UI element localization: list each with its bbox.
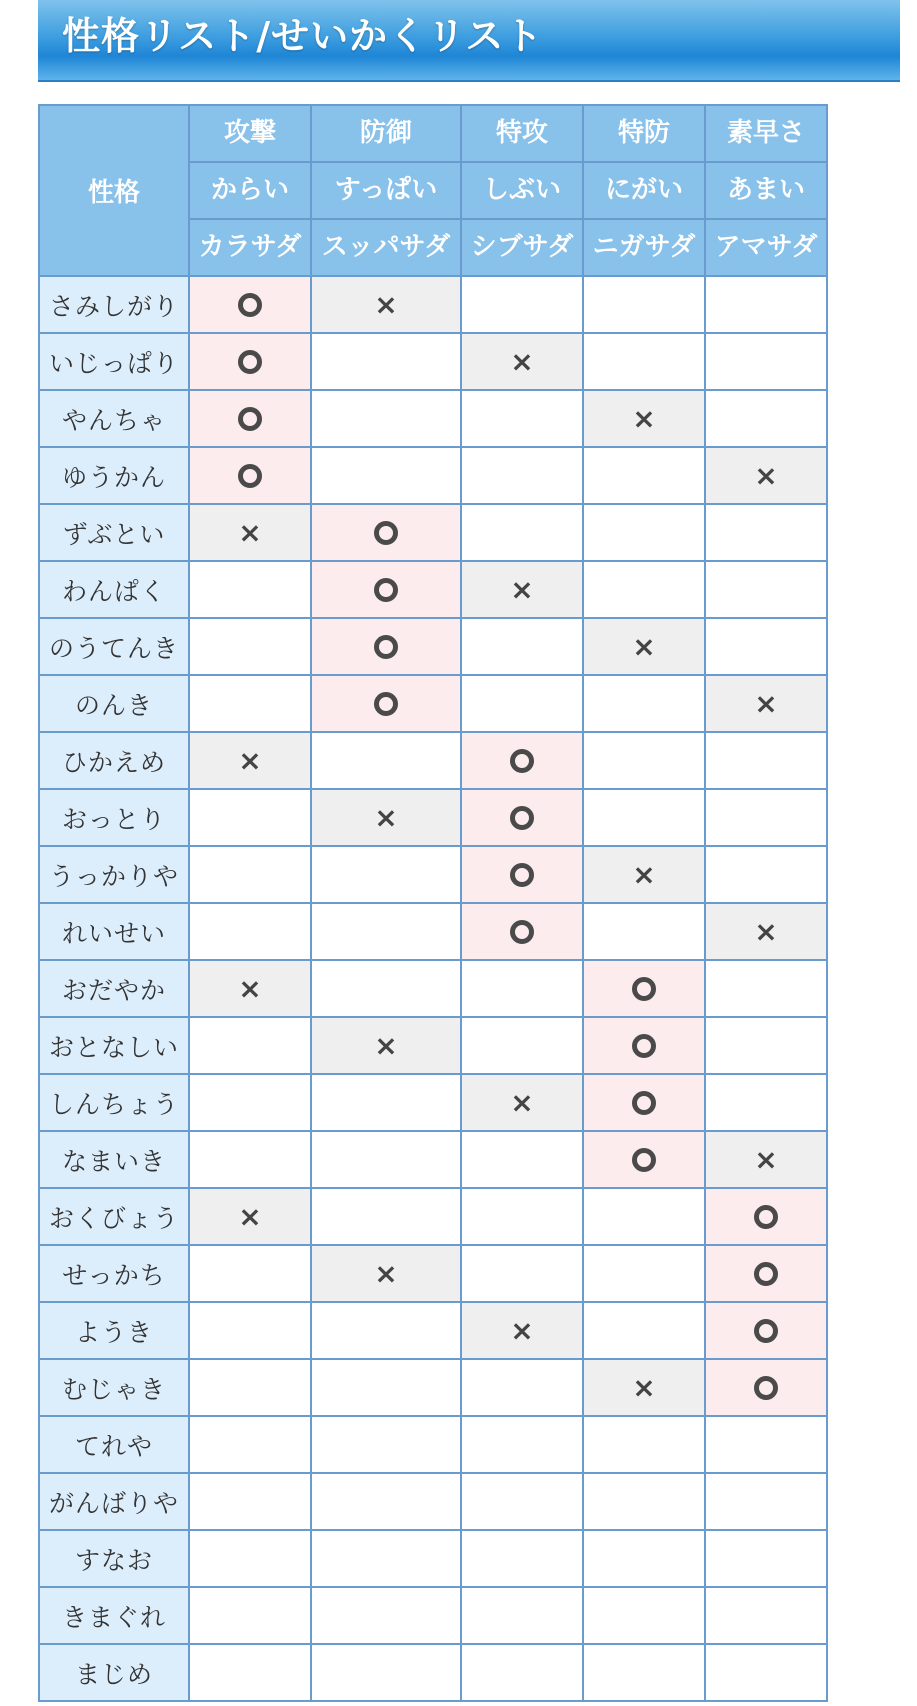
stat-cell	[461, 447, 583, 504]
stat-cell	[583, 846, 705, 903]
increase-mark	[510, 806, 534, 830]
stat-cell	[311, 1245, 461, 1302]
header-food-suppasada: スッパサダ	[311, 219, 461, 276]
decrease-mark: ×	[374, 800, 398, 834]
decrease-mark: ×	[238, 515, 262, 549]
stat-cell	[705, 1245, 827, 1302]
header-flavor-bitter: にがい	[583, 162, 705, 219]
stat-cell	[705, 903, 827, 960]
stat-cell	[461, 732, 583, 789]
stat-cell	[705, 447, 827, 504]
decrease-mark: ×	[754, 1142, 778, 1176]
decrease-mark: ×	[510, 572, 534, 606]
stat-cell	[189, 1359, 311, 1416]
increase-mark	[238, 293, 262, 317]
table-row	[39, 960, 827, 1017]
header-flavor-spicy: からい	[189, 162, 311, 219]
header-food-shibusada: シブサダ	[461, 219, 583, 276]
stat-cell	[189, 333, 311, 390]
increase-mark	[510, 749, 534, 773]
stat-cell	[189, 1644, 311, 1701]
stat-cell	[583, 1530, 705, 1587]
stat-cell	[311, 333, 461, 390]
increase-mark	[510, 863, 534, 887]
stat-cell	[583, 561, 705, 618]
nature-name: てれや	[39, 1416, 189, 1473]
stat-cell	[189, 504, 311, 561]
stat-cell	[311, 276, 461, 333]
increase-mark	[754, 1205, 778, 1229]
stat-cell	[583, 1131, 705, 1188]
stat-cell	[461, 903, 583, 960]
stat-cell	[461, 1131, 583, 1188]
stat-cell	[311, 1017, 461, 1074]
stat-cell	[705, 390, 827, 447]
header-flavor-sour: すっぱい	[311, 162, 461, 219]
stat-cell	[311, 846, 461, 903]
nature-name: がんばりや	[39, 1473, 189, 1530]
increase-mark	[754, 1262, 778, 1286]
stat-cell	[705, 789, 827, 846]
table-row	[39, 1302, 827, 1359]
header-row-stats	[39, 105, 827, 162]
increase-mark	[238, 464, 262, 488]
stat-cell	[705, 1416, 827, 1473]
decrease-mark: ×	[510, 344, 534, 378]
table-row	[39, 1644, 827, 1701]
stat-cell	[705, 618, 827, 675]
stat-cell	[583, 1644, 705, 1701]
stat-cell	[311, 732, 461, 789]
table-row	[39, 789, 827, 846]
table-row	[39, 1131, 827, 1188]
table-row	[39, 1074, 827, 1131]
table-row	[39, 561, 827, 618]
stat-cell	[189, 618, 311, 675]
nature-table	[38, 104, 828, 1702]
decrease-mark: ×	[374, 1256, 398, 1290]
stat-cell	[583, 1302, 705, 1359]
stat-cell	[189, 789, 311, 846]
table-row	[39, 1245, 827, 1302]
stat-cell	[583, 1017, 705, 1074]
increase-mark	[238, 407, 262, 431]
nature-name: おくびょう	[39, 1188, 189, 1245]
table-row	[39, 1530, 827, 1587]
table-row	[39, 732, 827, 789]
table-row	[39, 618, 827, 675]
decrease-mark: ×	[632, 1370, 656, 1404]
stat-cell	[311, 960, 461, 1017]
nature-name: せっかち	[39, 1245, 189, 1302]
stat-cell	[189, 1302, 311, 1359]
decrease-mark: ×	[632, 629, 656, 663]
table-row	[39, 390, 827, 447]
stat-cell	[311, 675, 461, 732]
stat-cell	[583, 1359, 705, 1416]
increase-mark	[374, 635, 398, 659]
stat-cell	[189, 1530, 311, 1587]
stat-cell	[189, 1074, 311, 1131]
stat-cell	[189, 276, 311, 333]
header-food-nigasada: ニガサダ	[583, 219, 705, 276]
stat-cell	[311, 390, 461, 447]
nature-name: ひかえめ	[39, 732, 189, 789]
stat-cell	[461, 1245, 583, 1302]
nature-body	[39, 276, 827, 1701]
nature-name: やんちゃ	[39, 390, 189, 447]
nature-name: うっかりや	[39, 846, 189, 903]
stat-cell	[583, 1473, 705, 1530]
table-row	[39, 1473, 827, 1530]
table-row	[39, 1017, 827, 1074]
decrease-mark: ×	[510, 1313, 534, 1347]
stat-cell	[705, 333, 827, 390]
stat-cell	[311, 504, 461, 561]
nature-name: おっとり	[39, 789, 189, 846]
stat-cell	[705, 1530, 827, 1587]
stat-cell	[189, 846, 311, 903]
stat-cell	[583, 1074, 705, 1131]
stat-cell	[583, 1245, 705, 1302]
stat-cell	[705, 1188, 827, 1245]
stat-cell	[461, 846, 583, 903]
decrease-mark: ×	[632, 857, 656, 891]
stat-cell	[189, 1416, 311, 1473]
decrease-mark: ×	[374, 287, 398, 321]
stat-cell	[461, 1074, 583, 1131]
stat-cell	[705, 1131, 827, 1188]
increase-mark	[754, 1319, 778, 1343]
table-row	[39, 903, 827, 960]
nature-name: しんちょう	[39, 1074, 189, 1131]
decrease-mark: ×	[754, 686, 778, 720]
stat-cell	[311, 1131, 461, 1188]
stat-cell	[583, 1416, 705, 1473]
table-row	[39, 276, 827, 333]
nature-name: おとなしい	[39, 1017, 189, 1074]
stat-cell	[705, 846, 827, 903]
decrease-mark: ×	[238, 971, 262, 1005]
nature-name: すなお	[39, 1530, 189, 1587]
stat-cell	[461, 1587, 583, 1644]
stat-cell	[311, 1074, 461, 1131]
table-row	[39, 504, 827, 561]
stat-cell	[189, 1017, 311, 1074]
stat-cell	[461, 1530, 583, 1587]
header-flavor-sweet: あまい	[705, 162, 827, 219]
stat-cell	[705, 1302, 827, 1359]
nature-name: のうてんき	[39, 618, 189, 675]
increase-mark	[632, 1034, 656, 1058]
stat-cell	[705, 1473, 827, 1530]
increase-mark	[238, 350, 262, 374]
increase-mark	[632, 1091, 656, 1115]
stat-cell	[705, 1074, 827, 1131]
stat-cell	[705, 276, 827, 333]
stat-cell	[705, 1359, 827, 1416]
table-row	[39, 447, 827, 504]
decrease-mark: ×	[374, 1028, 398, 1062]
stat-cell	[189, 447, 311, 504]
stat-cell	[311, 447, 461, 504]
table-row	[39, 846, 827, 903]
stat-cell	[583, 1188, 705, 1245]
stat-cell	[583, 732, 705, 789]
decrease-mark: ×	[632, 401, 656, 435]
stat-cell	[189, 732, 311, 789]
stat-cell	[311, 1587, 461, 1644]
stat-cell	[461, 789, 583, 846]
header-stat-sp-defense: 特防	[583, 105, 705, 162]
stat-cell	[461, 1188, 583, 1245]
stat-cell	[705, 1017, 827, 1074]
nature-name: のんき	[39, 675, 189, 732]
header-flavor-dry: しぶい	[461, 162, 583, 219]
stat-cell	[583, 675, 705, 732]
nature-name: おだやか	[39, 960, 189, 1017]
stat-cell	[189, 1473, 311, 1530]
stat-cell	[189, 1587, 311, 1644]
stat-cell	[311, 1188, 461, 1245]
stat-cell	[583, 504, 705, 561]
nature-name: ゆうかん	[39, 447, 189, 504]
header-food-karasada: カラサダ	[189, 219, 311, 276]
stat-cell	[461, 1359, 583, 1416]
stat-cell	[311, 1473, 461, 1530]
increase-mark	[754, 1376, 778, 1400]
header-stat-attack: 攻撃	[189, 105, 311, 162]
increase-mark	[374, 578, 398, 602]
header-stat-defense: 防御	[311, 105, 461, 162]
stat-cell	[189, 903, 311, 960]
decrease-mark: ×	[238, 743, 262, 777]
stat-cell	[189, 675, 311, 732]
stat-cell	[705, 1644, 827, 1701]
decrease-mark: ×	[754, 458, 778, 492]
nature-name: れいせい	[39, 903, 189, 960]
increase-mark	[632, 1148, 656, 1172]
stat-cell	[461, 1017, 583, 1074]
page-title: 性格リスト/せいかくリスト	[62, 14, 544, 58]
stat-cell	[189, 1245, 311, 1302]
stat-cell	[189, 561, 311, 618]
stat-cell	[583, 618, 705, 675]
stat-cell	[311, 561, 461, 618]
table-row	[39, 1359, 827, 1416]
increase-mark	[374, 521, 398, 545]
title-bar	[38, 0, 900, 82]
nature-name: ようき	[39, 1302, 189, 1359]
table-row	[39, 333, 827, 390]
nature-name: きまぐれ	[39, 1587, 189, 1644]
stat-cell	[461, 276, 583, 333]
stat-cell	[583, 390, 705, 447]
stat-cell	[461, 504, 583, 561]
stat-cell	[583, 447, 705, 504]
stat-cell	[705, 1587, 827, 1644]
table-row	[39, 1188, 827, 1245]
header-nature: 性格	[39, 105, 189, 276]
stat-cell	[461, 1302, 583, 1359]
increase-mark	[510, 920, 534, 944]
stat-cell	[311, 1416, 461, 1473]
nature-name: わんぱく	[39, 561, 189, 618]
nature-name: なまいき	[39, 1131, 189, 1188]
stat-cell	[461, 333, 583, 390]
stat-cell	[583, 333, 705, 390]
nature-name: さみしがり	[39, 276, 189, 333]
stat-cell	[311, 618, 461, 675]
header-stat-sp-attack: 特攻	[461, 105, 583, 162]
stat-cell	[189, 1131, 311, 1188]
stat-cell	[461, 390, 583, 447]
stat-cell	[583, 903, 705, 960]
stat-cell	[311, 1644, 461, 1701]
stat-cell	[461, 1416, 583, 1473]
stat-cell	[311, 1359, 461, 1416]
header-food-amasada: アマサダ	[705, 219, 827, 276]
increase-mark	[632, 977, 656, 1001]
decrease-mark: ×	[510, 1085, 534, 1119]
stat-cell	[583, 276, 705, 333]
stat-cell	[311, 789, 461, 846]
stat-cell	[705, 675, 827, 732]
stat-cell	[461, 618, 583, 675]
stat-cell	[461, 561, 583, 618]
table-row	[39, 1587, 827, 1644]
stat-cell	[461, 960, 583, 1017]
stat-cell	[461, 1644, 583, 1701]
stat-cell	[705, 561, 827, 618]
stat-cell	[311, 903, 461, 960]
stat-cell	[705, 732, 827, 789]
stat-cell	[461, 1473, 583, 1530]
stat-cell	[705, 960, 827, 1017]
header-stat-speed: 素早さ	[705, 105, 827, 162]
stat-cell	[461, 675, 583, 732]
stat-cell	[189, 390, 311, 447]
stat-cell	[583, 1587, 705, 1644]
nature-name: まじめ	[39, 1644, 189, 1701]
stat-cell	[311, 1530, 461, 1587]
nature-name: いじっぱり	[39, 333, 189, 390]
stat-cell	[583, 960, 705, 1017]
nature-name: ずぶとい	[39, 504, 189, 561]
nature-name: むじゃき	[39, 1359, 189, 1416]
table-row	[39, 1416, 827, 1473]
increase-mark	[374, 692, 398, 716]
stat-cell	[311, 1302, 461, 1359]
decrease-mark: ×	[238, 1199, 262, 1233]
stat-cell	[705, 504, 827, 561]
stat-cell	[189, 960, 311, 1017]
stat-cell	[583, 789, 705, 846]
stat-cell	[189, 1188, 311, 1245]
table-row	[39, 675, 827, 732]
decrease-mark: ×	[754, 914, 778, 948]
